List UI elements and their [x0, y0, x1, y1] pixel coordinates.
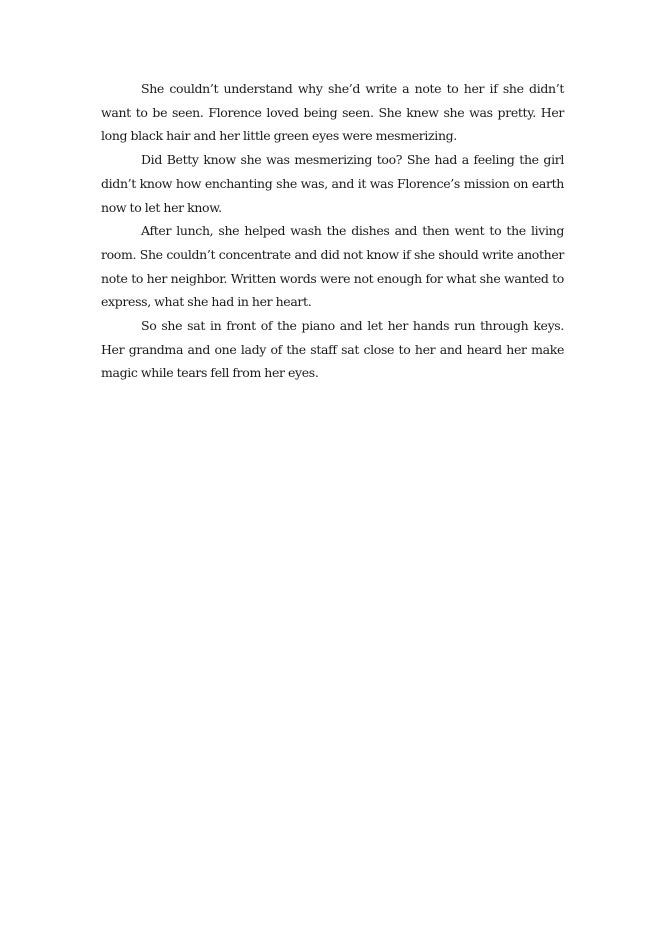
paragraph-4: So she sat in front of the piano and let her hands run through keys. Her grandma and one lady of the staff sat close to her and heard her make magic while tears fell from her eyes.: [101, 318, 564, 381]
text-body: [101, 77, 564, 385]
paragraph-1: She couldn’t understand why she’d write a note to her if she didn’t want to be seen. Florence loved being seen. She knew she was pretty. Her long black hair and her little green eyes were mesmerizing.: [101, 81, 564, 144]
paragraph-3: After lunch, she helped wash the dishes and then went to the living room. She couldn’t concentrate and did not know if she should write another note to her neighbor. Written words were not enough for what she wanted to express, what she had in her heart.: [101, 223, 564, 310]
paragraph-2: Did Betty know she was mesmerizing too? She had a feeling the girl didn’t know how enchanting she was, and it was Florence’s mission on earth now to let her know.: [101, 152, 564, 215]
